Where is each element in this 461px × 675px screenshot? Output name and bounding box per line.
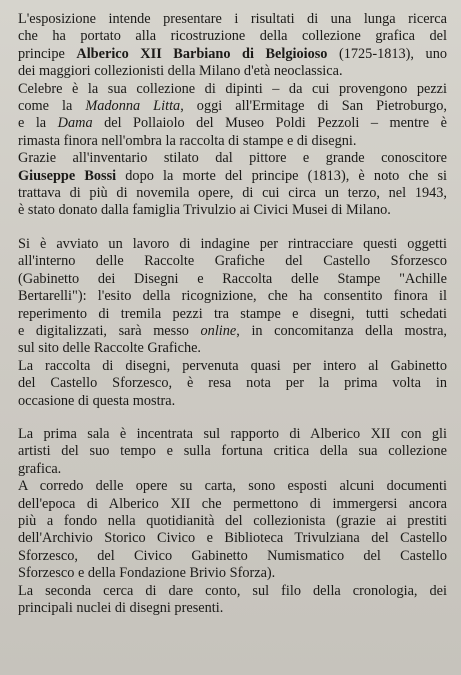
italic-online: online bbox=[200, 322, 237, 339]
text-line: e digitalizzati, sarà messo online, in concomitanza della mostra, bbox=[18, 322, 447, 339]
text-line: all'interno delle Raccolte Grafiche del Castello Sforzesco bbox=[18, 253, 447, 270]
text-line: L'esposizione intende presentare i risultati di una lunga ricerca bbox=[18, 11, 447, 27]
text-line: e la Dama del Pollaiolo del Museo Poldi Pezzoli – mentre è bbox=[18, 115, 447, 132]
text-line: La prima sala è incentrata sul rapporto di Alberico XII con gli bbox=[18, 425, 447, 442]
text-line: Si è avviato un lavoro di indagine per rintracciare questi oggetti bbox=[18, 235, 447, 252]
text-line: La seconda cerca di dare conto, sul filo della cronologia, dei bbox=[18, 582, 447, 599]
italic-madonna-litta: Madonna Litta bbox=[85, 98, 181, 115]
text-line: reperimento di tremila pezzi tra stampe e disegni, tutti schedati bbox=[18, 305, 447, 322]
text-line: Sforzesco e della Fondazione Brivio Sforza). bbox=[18, 565, 276, 582]
italic-dama: Dama bbox=[57, 115, 93, 132]
text-line: Bertarelli"): l'esito della ricognizione, che ha consentito finora il bbox=[18, 288, 447, 305]
text-line: grafica. bbox=[18, 460, 62, 477]
bold-name-alberico: Alberico XII Barbiano di Belgioioso bbox=[76, 45, 328, 62]
text-line: è stato donato dalla famiglia Trivulzio ai Civici Musei di Milano. bbox=[18, 202, 391, 219]
text-line: principali nuclei di disegni presenti. bbox=[18, 600, 224, 616]
text-line: rimasta finora nell'ombra la raccolta di stampe e di disegni. bbox=[18, 132, 357, 149]
text-line: più a fondo nella quotidianità del collezionista (grazie ai prestiti bbox=[18, 512, 447, 529]
text-line: dei maggiori collezionisti della Milano d'età neoclassica. bbox=[18, 63, 343, 80]
paragraph-gap bbox=[18, 220, 447, 236]
text-line: La raccolta di disegni, pervenuta quasi per intero al Gabinetto bbox=[18, 357, 447, 374]
text-line: Giuseppe Bossi dopo la morte del principe (1813), è noto che si bbox=[18, 167, 447, 184]
text-line: come la Madonna Litta, oggi all'Ermitage di San Pietroburgo, bbox=[18, 98, 447, 115]
text-line: A corredo delle opere su carta, sono esposti alcuni documenti bbox=[18, 478, 447, 495]
paragraph-2 bbox=[18, 236, 447, 410]
text-line: dell'Archivio Storico Civico e Biblioteca Trivulziana del Castello bbox=[18, 530, 447, 547]
text-line: Sforzesco, del Civico Gabinetto Numismatico del Castello bbox=[18, 547, 447, 564]
text-line: Grazie all'inventario stilato dal pittore e grande conoscitore bbox=[18, 150, 447, 167]
text-line: dell'epoca di Alberico XII che permettono di immergersi ancora bbox=[18, 495, 447, 512]
paragraph-3 bbox=[18, 426, 447, 617]
text-line: sul sito delle Raccolte Grafiche. bbox=[18, 340, 202, 357]
paragraph-gap bbox=[18, 410, 447, 426]
text-line: che ha portato alla ricostruzione della collezione grafica del bbox=[18, 28, 447, 45]
text-line: artisti del suo tempo e sulla fortuna critica della sua collezione bbox=[18, 443, 447, 460]
text-line: principe Alberico XII Barbiano di Belgioioso (1725-1813), uno bbox=[18, 45, 447, 62]
bold-name-bossi: Giuseppe Bossi bbox=[18, 167, 117, 184]
paragraph-1 bbox=[18, 11, 447, 220]
text-line: (Gabinetto dei Disegni e Raccolta delle Stampe "Achille bbox=[18, 270, 447, 287]
text-line: occasione di questa mostra. bbox=[18, 392, 176, 409]
text-line: del Castello Sforzesco, è resa nota per la prima volta in bbox=[18, 375, 447, 392]
text-line: Celebre è la sua collezione di dipinti – da cui provengono pezzi bbox=[18, 80, 447, 97]
text-line: trattava di più di novemila opere, di cui circa un terzo, nel 1943, bbox=[18, 185, 447, 202]
